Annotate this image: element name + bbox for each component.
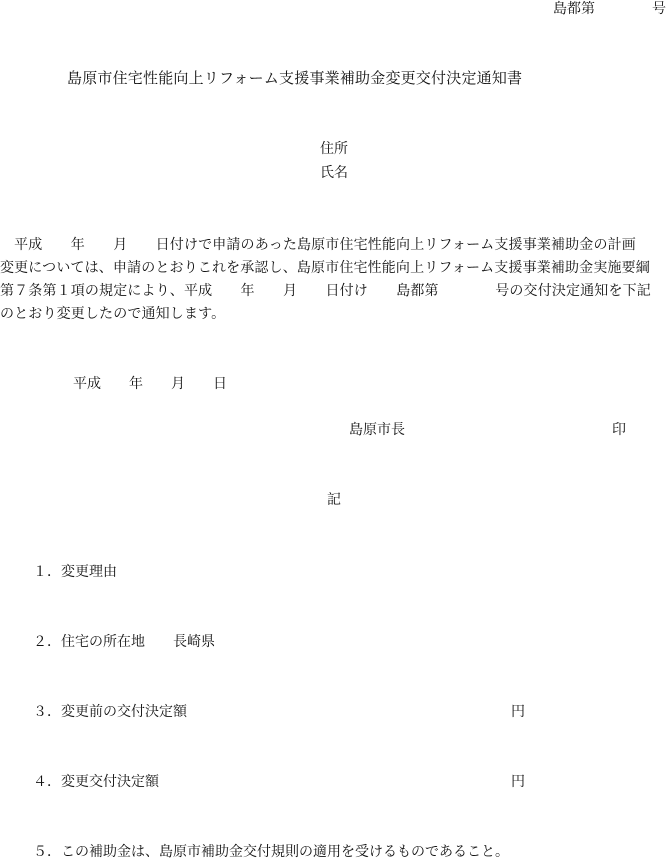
issue-date: 平成 年 月 日 — [73, 376, 227, 392]
list-item-house-location: ２．住宅の所在地 長崎県 — [33, 634, 215, 650]
yen-unit-label: 円 — [511, 704, 525, 720]
body-text-line: 変更については、申請のとおりこれを承認し、島原市住宅性能向上リフォーム支援事業補助金実施要綱 — [0, 260, 650, 276]
yen-unit-label: 円 — [511, 774, 525, 790]
document-number-suffix: 号 — [652, 1, 666, 17]
document-number-prefix: 島都第 — [553, 1, 595, 17]
recipient-name-label: 氏名 — [320, 165, 348, 181]
body-text-line: 第７条第１項の規定により、平成 年 月 日付け 島都第 号の交付決定通知を下記 — [0, 283, 651, 299]
seal-mark: 印 — [612, 422, 626, 438]
issuer-mayor-label: 島原市長 — [349, 422, 405, 438]
list-item-regulation-note: ５．この補助金は、島原市補助金交付規則の適用を受けるものであること。 — [33, 844, 509, 860]
document-title: 島原市住宅性能向上リフォーム支援事業補助金変更交付決定通知書 — [67, 69, 523, 87]
list-item-change-reason: １．変更理由 — [33, 564, 117, 580]
body-text-line: のとおり変更したので通知します。 — [0, 306, 226, 322]
list-item-changed-amount: ４．変更交付決定額 — [33, 774, 159, 790]
ki-heading: 記 — [327, 492, 341, 508]
body-text-line: 平成 年 月 日付けで申請のあった島原市住宅性能向上リフォーム支援事業補助金の計画 — [0, 237, 636, 253]
recipient-address-label: 住所 — [320, 141, 348, 157]
list-item-previous-amount: ３．変更前の交付決定額 — [33, 704, 187, 720]
